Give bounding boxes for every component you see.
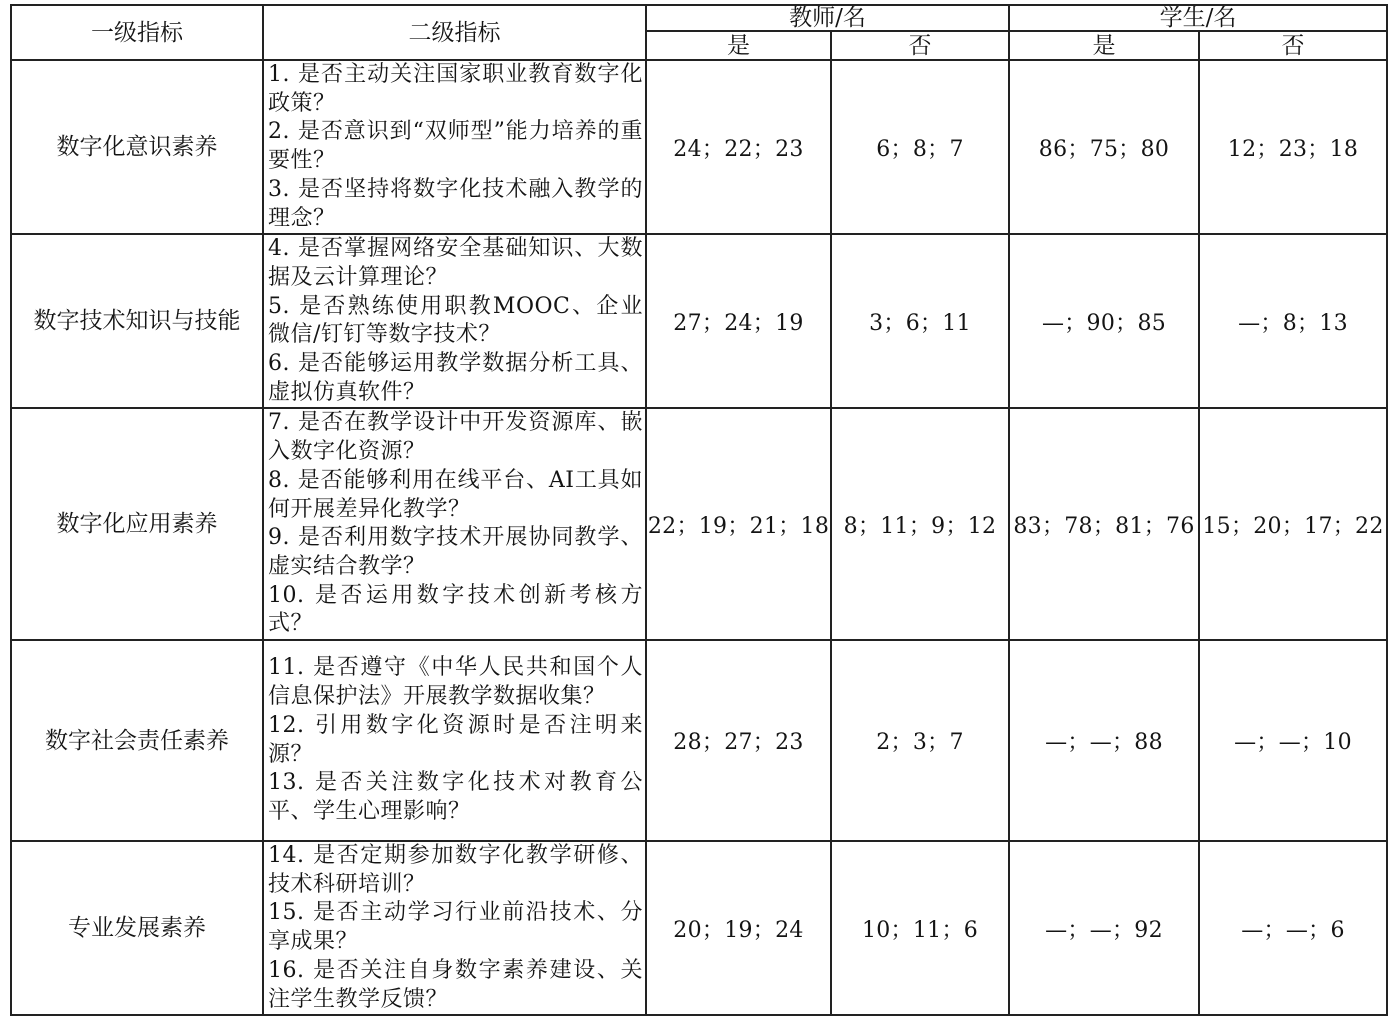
question-text: 3. 是否坚持将数字化技术融入教学的理念？ xyxy=(268,176,643,231)
survey-table xyxy=(10,4,1388,1016)
question-text: 11. 是否遵守《中华人民共和国个人信息保护法》开展教学数据收集？ xyxy=(268,655,643,710)
teacher-yes-cell: 20；19；24 xyxy=(646,841,831,1015)
question-text: 6. 是否能够运用教学数据分析工具、虚拟仿真软件？ xyxy=(268,351,643,405)
question-text: 1. 是否主动关注国家职业教育数字化政策？ xyxy=(268,62,643,116)
teacher-yes-cell: 24；22；23 xyxy=(646,60,831,234)
question-text: 13. 是否关注数字化技术对教育公平、学生心理影响？ xyxy=(268,770,643,824)
student-yes-cell: 86；75；80 xyxy=(1009,60,1199,234)
student-yes-cell: —；90；85 xyxy=(1009,234,1199,408)
student-yes-cell: —；—；88 xyxy=(1009,640,1199,841)
question-text: 4. 是否掌握网络安全基础知识、大数据及云计算理论？ xyxy=(268,236,643,290)
question-text: 5. 是否熟练使用职教MOOC、企业微信/钉钉等数字技术？ xyxy=(268,293,643,348)
header-row-top xyxy=(11,5,1387,31)
teacher-no-cell: 8；11；9；12 xyxy=(831,408,1009,640)
table-row xyxy=(11,640,1387,841)
level2-cell xyxy=(263,234,646,408)
teacher-no-cell: 10；11；6 xyxy=(831,841,1009,1015)
level1-cell: 数字化应用素养 xyxy=(11,408,263,640)
level1-cell: 数字社会责任素养 xyxy=(11,640,263,841)
question-text: 16. 是否关注自身数字素养建设、关注学生教学反馈？ xyxy=(268,957,643,1012)
question-text: 15. 是否主动学习行业前沿技术、分享成果？ xyxy=(268,900,643,955)
question-text: 14. 是否定期参加数字化教学研修、技术科研培训？ xyxy=(268,843,643,897)
student-group-header: 学生/名 xyxy=(1009,5,1387,31)
level1-cell: 数字化意识素养 xyxy=(11,60,263,234)
table-row xyxy=(11,60,1387,234)
level2-cell xyxy=(263,408,646,640)
teacher-no-cell: 3；6；11 xyxy=(831,234,1009,408)
question-text: 12. 引用数字化资源时是否注明来源？ xyxy=(268,712,643,767)
teacher-no-cell: 6；8；7 xyxy=(831,60,1009,234)
student-no-cell: —；—；6 xyxy=(1199,841,1387,1015)
student-yes-cell: —；—；92 xyxy=(1009,841,1199,1015)
student-no-cell: —；—；10 xyxy=(1199,640,1387,841)
level1-header: 一级指标 xyxy=(11,5,263,60)
table-row xyxy=(11,408,1387,640)
question-text: 9. 是否利用数字技术开展协同教学、虚实结合教学？ xyxy=(268,525,643,579)
level2-cell xyxy=(263,841,646,1015)
level1-cell: 数字技术知识与技能 xyxy=(11,234,263,408)
question-text: 7. 是否在教学设计中开发资源库、嵌入数字化资源？ xyxy=(268,410,643,465)
teacher-yes-cell: 27；24；19 xyxy=(646,234,831,408)
level2-cell xyxy=(263,60,646,234)
teacher-yes-cell: 28；27；23 xyxy=(646,640,831,841)
teacher-no-header: 否 xyxy=(831,31,1009,60)
teacher-yes-cell: 22；19；21；18 xyxy=(646,408,831,640)
student-no-cell: 15；20；17；22 xyxy=(1199,408,1387,640)
teacher-group-header: 教师/名 xyxy=(646,5,1009,31)
table-row xyxy=(11,841,1387,1015)
level2-cell xyxy=(263,640,646,841)
student-no-cell: —；8；13 xyxy=(1199,234,1387,408)
student-no-header: 否 xyxy=(1199,31,1387,60)
student-no-cell: 12；23；18 xyxy=(1199,60,1387,234)
question-text: 8. 是否能够利用在线平台、AI工具如何开展差异化教学？ xyxy=(268,467,643,522)
question-text: 10. 是否运用数字技术创新考核方式？ xyxy=(268,582,643,637)
teacher-no-cell: 2；3；7 xyxy=(831,640,1009,841)
student-yes-cell: 83；78；81；76 xyxy=(1009,408,1199,640)
teacher-yes-header: 是 xyxy=(646,31,831,60)
question-text: 2. 是否意识到“双师型”能力培养的重要性？ xyxy=(268,119,643,174)
student-yes-header: 是 xyxy=(1009,31,1199,60)
level1-cell: 专业发展素养 xyxy=(11,841,263,1015)
level2-header: 二级指标 xyxy=(263,5,646,60)
table-row xyxy=(11,234,1387,408)
